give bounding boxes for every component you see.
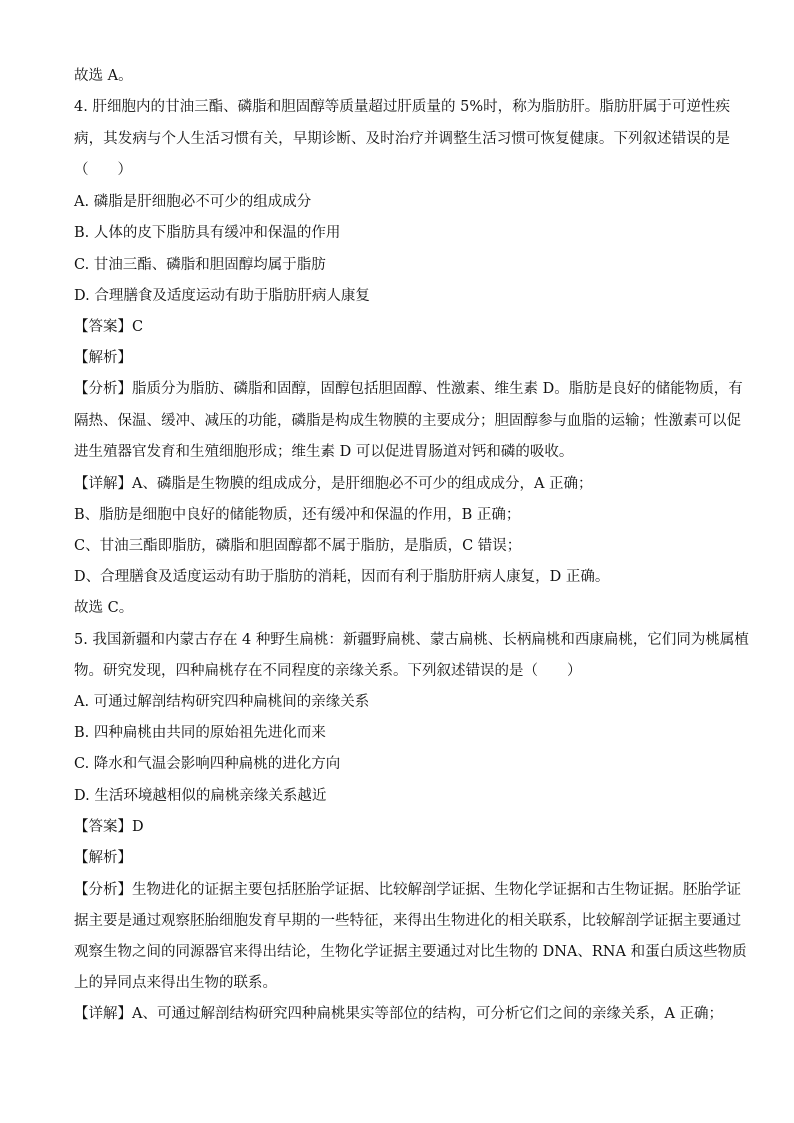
text-line: 故选 C。 (74, 600, 134, 616)
option-c: C. 甘油三酯、磷脂和胆固醇均属于脂肪 (74, 257, 326, 273)
question-4-stem: 病，其发病与个人生活习惯有关，早期诊断、及时治疗并调整生活习惯可恢复健康。下列叙述错误的是 (74, 131, 730, 147)
detail-text: 【详解】A、可通过解剖结构研究四种扁桃果实等部位的结构，可分析它们之间的亲缘关系，A 正确； (74, 1006, 724, 1022)
question-4-stem: 4. 肝细胞内的甘油三酯、磷脂和胆固醇等质量超过肝质量的 5%时，称为脂肪肝。脂肪肝属于可逆性疾 (74, 99, 730, 115)
option-a: A. 可通过解剖结构研究四种扁桃间的亲缘关系 (74, 694, 370, 710)
analysis-text: 【分析】脂质分为脂肪、磷脂和固醇，固醇包括胆固醇、性激素、维生素 D。脂肪是良好的储能物质，有 (74, 381, 743, 397)
analysis-text: 上的异同点来得出生物的联系。 (74, 975, 277, 991)
detail-text: D、合理膳食及适度运动有助于脂肪的消耗，因而有利于脂肪肝病人康复，D 正确。 (74, 569, 610, 585)
analysis-text: 【分析】生物进化的证据主要包括胚胎学证据、比较解剖学证据、生物化学证据和古生物证据。胚胎学证 (74, 882, 741, 898)
question-5-stem: 物。研究发现，四种扁桃存在不同程度的亲缘关系。下列叙述错误的是（ ） (74, 663, 582, 679)
detail-text: B、脂肪是细胞中良好的储能物质，还有缓冲和保温的作用，B 正确； (74, 507, 521, 523)
option-a: A. 磷脂是肝细胞必不可少的组成成分 (74, 194, 312, 210)
answer-label: 【答案】D (74, 819, 144, 835)
option-d: D. 合理膳食及适度运动有助于脂肪肝病人康复 (74, 288, 370, 304)
option-b: B. 四种扁桃由共同的原始祖先进化而来 (74, 725, 326, 741)
option-d: D. 生活环境越相似的扁桃亲缘关系越近 (74, 788, 327, 804)
analysis-text: 隔热、保温、缓冲、减压的功能，磷脂是构成生物膜的主要成分；胆固醇参与血脂的运输；性激素可以促 (74, 413, 741, 429)
text-line: 故选 A。 (74, 68, 133, 84)
detail-text: C、甘油三酯即脂肪，磷脂和胆固醇都不属于脂肪，是脂质，C 错误； (74, 538, 522, 554)
answer-label: 【答案】C (74, 319, 144, 335)
detail-text: 【详解】A、磷脂是生物膜的组成成分，是肝细胞必不可少的组成成分，A 正确； (74, 476, 593, 492)
analysis-heading: 【解析】 (74, 350, 132, 366)
question-4-blank: （ ） (74, 162, 132, 178)
analysis-text: 据主要是通过观察胚胎细胞发育早期的一些特征，来得出生物进化的相关联系，比较解剖学证据主要通过 (74, 913, 741, 929)
analysis-text: 进生殖器官发育和生殖细胞形成；维生素 D 可以促进胃肠道对钙和磷的吸收。 (74, 444, 574, 460)
option-b: B. 人体的皮下脂肪具有缓冲和保温的作用 (74, 225, 341, 241)
option-c: C. 降水和气温会影响四种扁桃的进化方向 (74, 756, 341, 772)
analysis-heading: 【解析】 (74, 850, 132, 866)
analysis-text: 观察生物之间的同源器官来得出结论，生物化学证据主要通过对比生物的 DNA、RNA 和蛋白质这些物质 (74, 944, 747, 960)
question-5-stem: 5. 我国新疆和内蒙古存在 4 种野生扁桃：新疆野扁桃、蒙古扁桃、长柄扁桃和西康扁桃，它们同为桃属植 (74, 632, 749, 648)
